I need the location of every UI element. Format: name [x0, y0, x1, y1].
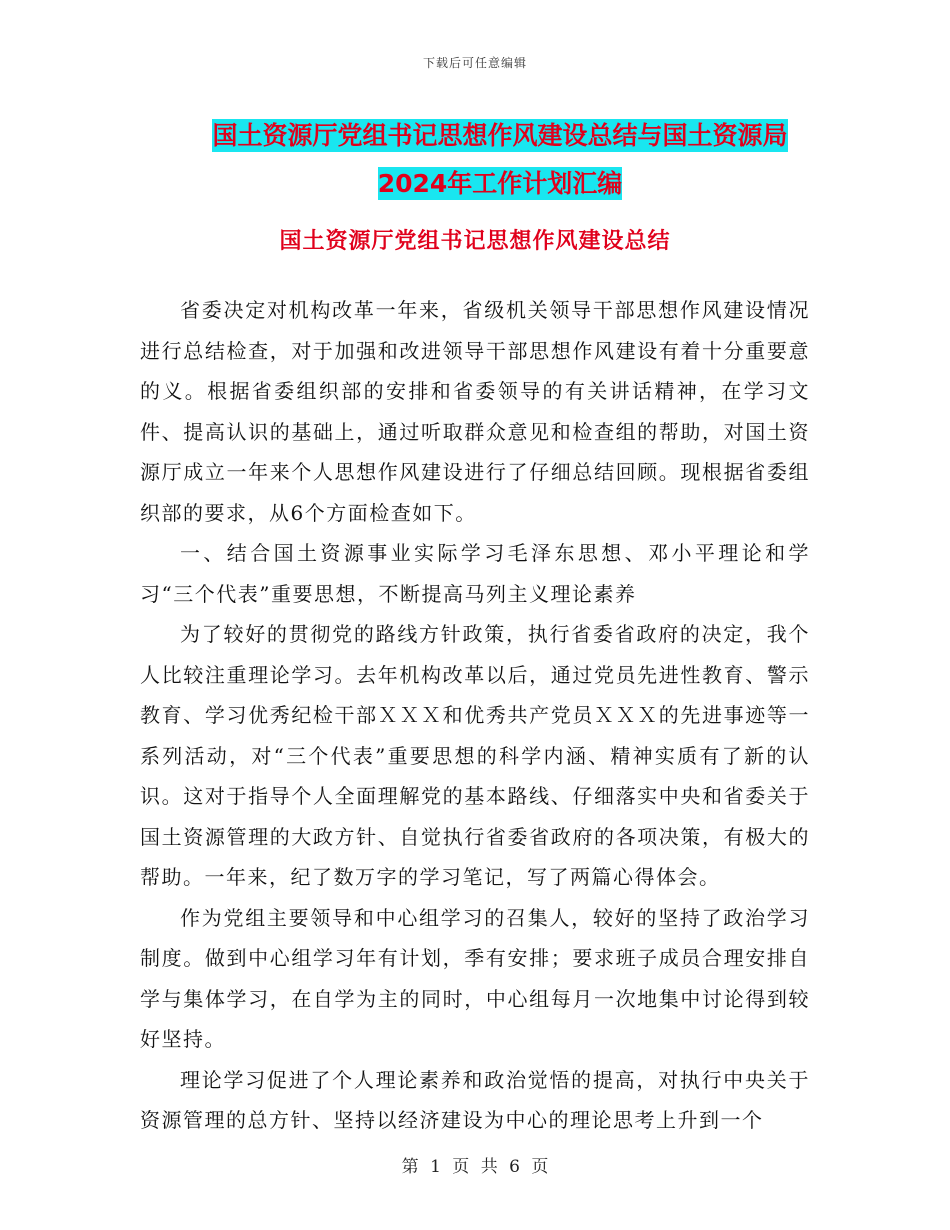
paragraph: 作为党组主要领导和中心组学习的召集人，较好的坚持了政治学习制度。做到中心组学习年有计划，季有安排；要求班子成员合理安排自学与集体学习，在自学为主的同时，中心组每月一次地集中讨论得到较好坚持。	[140, 905, 810, 1051]
page-footer: 第 1 页 共 6 页	[401, 1157, 549, 1177]
document-title	[120, 112, 880, 208]
document-title-line-2: 2024年工作计划汇编	[377, 169, 623, 198]
header-note: 下载后可任意编辑	[422, 56, 527, 70]
paragraph: 为了较好的贯彻党的路线方针政策，执行省委省政府的决定，我个人比较注重理论学习。去年机构改革以后，通过党员先进性教育、警示教育、学习优秀纪检干部ＸＸＸ和优秀共产党员ＸＸＸ的先进事迹等一系列活动，对“三个代表”重要思想的科学内涵、精神实质有了新的认识。这对于指导个人全面理解党的基本路线、仔细落实中央和省委关于国土资源管理的大政方针、自觉执行省委省政府的各项决策，有极大的帮助。一年来，纪了数万字的学习笔记，写了两篇心得体会。	[140, 622, 810, 889]
paragraph: 一、结合国土资源事业实际学习毛泽东思想、邓小平理论和学习“三个代表”重要思想，不断提高马列主义理论素养	[140, 541, 810, 606]
document-title-line-1: 国土资源厅党组书记思想作风建设总结与国土资源局	[212, 121, 788, 150]
body-text	[140, 290, 810, 1141]
paragraph: 理论学习促进了个人理论素养和政治觉悟的提高，对执行中央关于资源管理的总方针、坚持以经济建设为中心的理论思考上升到一个	[140, 1067, 810, 1132]
paragraph: 省委决定对机构改革一年来，省级机关领导干部思想作风建设情况进行总结检查，对于加强和改进领导干部思想作风建设有着十分重要意的义。根据省委组织部的安排和省委领导的有关讲话精神，在学习文件、提高认识的基础上，通过听取群众意见和检查组的帮助，对国土资源厅成立一年来个人思想作风建设进行了仔细总结回顾。现根据省委组织部的要求，从6个方面检查如下。	[140, 298, 810, 525]
section-title: 国土资源厅党组书记思想作风建设总结	[279, 229, 671, 254]
